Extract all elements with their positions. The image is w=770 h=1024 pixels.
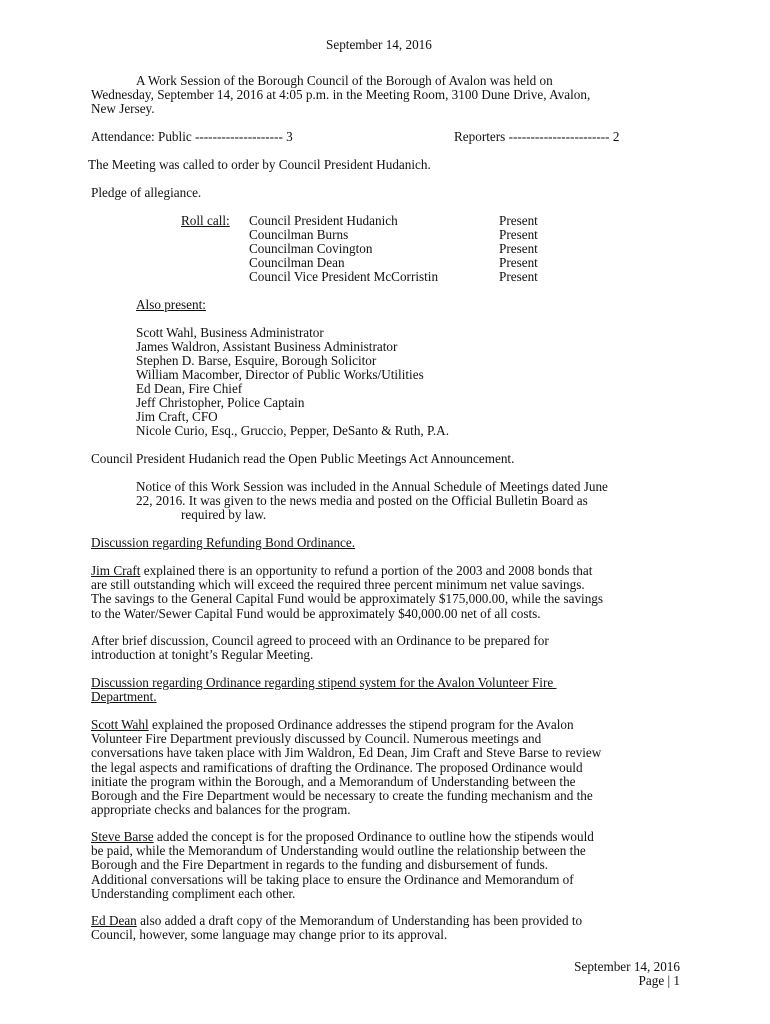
section2-paragraph: Ed Dean also added a draft copy of the Memorandum of Understanding has been provided to Council, however, some language may change prior to its approval.: [91, 913, 583, 943]
also-present-person: Jim Craft, CFO: [136, 409, 218, 424]
notice-line: Notice of this Work Session was included in the Annual Schedule of Meetings dated June: [136, 479, 608, 494]
also-present-label: Also present:: [136, 297, 206, 312]
roll-call-status: Present: [499, 269, 538, 284]
section1-paragraph: After brief discussion, Council agreed to proceed with an Ordinance to be prepared for introduction at tonight’s Regular Meeting.: [91, 633, 549, 663]
intro-line: New Jersey.: [91, 101, 155, 116]
speaker-name: Ed Dean: [91, 913, 137, 928]
pledge: Pledge of allegiance.: [91, 185, 202, 200]
section1-paragraph: Jim Craft explained there is an opportunity to refund a portion of the 2003 and 2008 bonds that are still outstanding which will exceed the required three percent minimum net value savings. The savings to the General Capital Fund would be approximately $175,000.00, while the savings to the Water/Sewer Capital Fund would be approximately $40,000.00 net of all costs.: [91, 563, 604, 621]
intro-line: Wednesday, September 14, 2016 at 4:05 p.m. in the Meeting Room, 3100 Dune Drive, Avalon,: [91, 87, 591, 102]
section-heading: Discussion regarding Ordinance regarding stipend system for the Avalon Volunteer Fire Department.: [91, 675, 557, 705]
roll-call-status: Present: [499, 227, 538, 242]
speaker-name: Jim Craft: [91, 563, 141, 578]
roll-call-member: Councilman Covington: [249, 241, 373, 256]
footer-date: September 14, 2016: [574, 959, 680, 974]
attendance-public: Attendance: Public -------------------- 3: [91, 129, 293, 144]
roll-call-member: Councilman Burns: [249, 227, 349, 242]
intro-line: A Work Session of the Borough Council of the Borough of Avalon was held on: [136, 73, 553, 88]
page-number: Page | 1: [638, 973, 680, 988]
opma-announcement: Council President Hudanich read the Open Public Meetings Act Announcement.: [91, 451, 515, 466]
also-present-person: Jeff Christopher, Police Captain: [136, 395, 305, 410]
roll-call-member: Councilman Dean: [249, 255, 345, 270]
notice-line: required by law.: [181, 507, 267, 522]
roll-call-status: Present: [499, 255, 538, 270]
roll-call-status: Present: [499, 241, 538, 256]
notice-line: 22, 2016. It was given to the news media and posted on the Official Bulletin Board as: [136, 493, 588, 508]
call-to-order: The Meeting was called to order by Council President Hudanich.: [88, 157, 431, 172]
roll-call-member: Council President Hudanich: [249, 213, 398, 228]
speaker-name: Steve Barse: [91, 829, 154, 844]
also-present-person: Nicole Curio, Esq., Gruccio, Pepper, DeSanto & Ruth, P.A.: [136, 423, 450, 438]
section2-paragraph: Steve Barse added the concept is for the proposed Ordinance to outline how the stipends would be paid, while the Memorandum of Understanding would outline the relationship between the Borough and the Fire Department in regards to the funding and disbursement of funds. Additional conversations will be taking place to ensure the Ordinance and Memorandum of Understanding compliment each other.: [91, 829, 594, 901]
also-present-person: Scott Wahl, Business Administrator: [136, 325, 324, 340]
also-present-person: James Waldron, Assistant Business Administrator: [136, 339, 398, 354]
speaker-name: Scott Wahl: [91, 717, 149, 732]
roll-call-status: Present: [499, 213, 538, 228]
also-present-person: William Macomber, Director of Public Works/Utilities: [136, 367, 424, 382]
section-heading: Discussion regarding Refunding Bond Ordinance.: [91, 535, 356, 550]
section2-paragraph: Scott Wahl explained the proposed Ordinance addresses the stipend program for the Avalon Volunteer Fire Department previously discussed by Council. Numerous meetings and conversations have taken place with Jim Waldron, Ed Dean, Jim Craft and Steve Barse to review the legal aspects and ramifications of drafting the Ordinance. The proposed Ordinance would initiate the program within the Borough, and a Memorandum of Understanding between the Borough and the Fire Department would be necessary to create the funding mechanism and the appropriate checks and balances for the program.: [91, 717, 602, 818]
also-present-person: Ed Dean, Fire Chief: [136, 381, 243, 396]
roll-call-member: Council Vice President McCorristin: [249, 269, 439, 284]
header-date: September 14, 2016: [326, 37, 432, 52]
also-present-person: Stephen D. Barse, Esquire, Borough Solicitor: [136, 353, 377, 368]
attendance-reporters: Reporters ----------------------- 2: [454, 129, 620, 144]
roll-call-label: Roll call:: [181, 213, 230, 228]
